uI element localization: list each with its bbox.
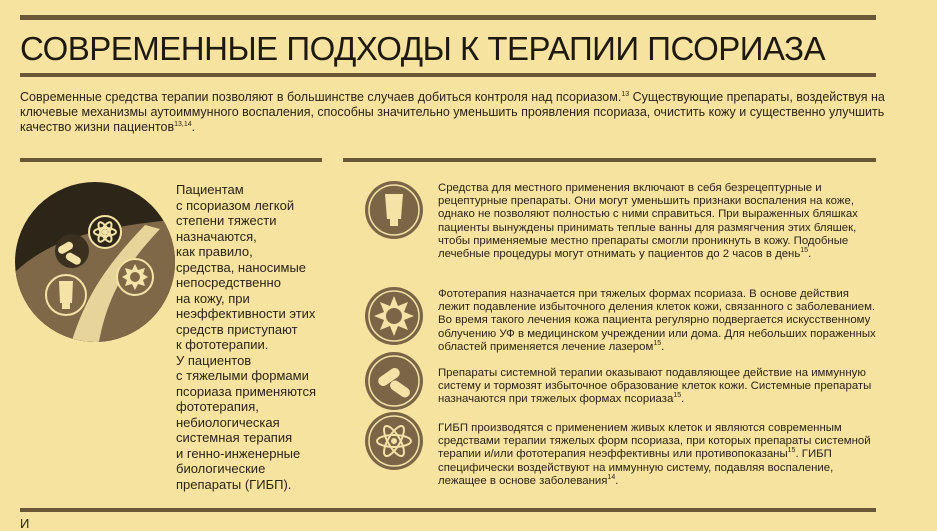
psoriasis-therapy-illustration (10, 177, 180, 347)
left-section-rule (20, 158, 322, 162)
reference-mark: 15 (673, 392, 682, 400)
biologic-therapy-text: ГИБП производятся с применением живых клеток и являются современным средствами терапии тяжелых форм псориаза, при которых препараты системной терапии и/или фототерапия неэффективны или противопоказаны$^{15}$. ГИБП специфически воздействуют на иммунную систему, подавляя воспаление, лежащее в основе заболевания$^{14}$. (438, 422, 871, 487)
left-column-line: степени тяжести (176, 213, 277, 228)
title-underline (20, 73, 876, 77)
bottom-rule (20, 508, 876, 512)
sun-icon (117, 259, 153, 295)
reference-mark: 13,14 (174, 120, 192, 128)
left-column-line: У пациентов (176, 352, 252, 368)
left-column-line: неэффективности этих (176, 306, 316, 321)
left-column-line: фототерапия, (176, 399, 259, 414)
next-paragraph-start: И (20, 516, 30, 531)
left-column-line: к фототерапии. (176, 337, 269, 352)
sun-icon (365, 287, 423, 345)
pills-icon (55, 234, 89, 268)
left-column-line: как правило, (176, 244, 253, 259)
intro-paragraph: Современные средства терапии позволяют в большинстве случаев добиться контроля над псориазом.$^{13}$ Существующие препараты, воздействуя на ключевые механизмы аутоиммунного воспаления, способны значительно уменьшить проявления псориаза, очистить кожу и существенно улучшить качество жизни пациентов$^{13,14}$. (20, 90, 885, 134)
right-section-rule (343, 158, 876, 162)
left-column-line: на кожу, при (176, 290, 250, 306)
left-column-line: препараты (ГИБП). (176, 476, 292, 492)
phototherapy-text: Фототерапия назначается при тяжелых формах псориаза. В основе действия лежит подавление избыточного деления клеток кожи, связанного с заболеванием. Во время такого лечения кожа пациента регулярно подвергается искусственному облучению УФ в медицинском учреждении или дома. Для небольших пораженных областей применяется лечение лазером$^{15}$. (438, 288, 876, 353)
left-column-line: небиологическая (176, 414, 280, 430)
left-column-line: системная терапия (176, 430, 293, 445)
reference-mark: 15 (787, 447, 796, 455)
top-rule (20, 15, 876, 20)
left-column-line: с псориазом легкой (176, 197, 295, 213)
left-column-line: биологические (176, 461, 266, 476)
left-column-line: непосредственно (176, 275, 281, 290)
left-column-text (176, 182, 336, 492)
atom-icon (89, 216, 121, 248)
left-column-line: псориаза применяются (176, 383, 317, 399)
reference-mark: 13 (621, 90, 630, 98)
topical-therapy-text: Средства для местного применения включают в себя безрецептурные и рецептурные препараты. Они могут уменьшить признаки воспаления на коже, однако не позволяют полностью с ними справиться. При выраженных бляшках пациенты вынуждены принимать теплые ванны для размягчения этих бляшек, чтобы применяемые местно препараты смогли проникнуть в кожу. Подобные лечебные процедуры могут отнимать у пациентов до 2 часов в день$^{15}$. (438, 182, 858, 261)
left-column-line: средства, наносимые (176, 259, 307, 275)
cream-tube-icon (365, 181, 423, 239)
left-column-line: с тяжелыми формами (176, 368, 309, 383)
left-column-line: средств приступают (176, 321, 298, 337)
cream-tube-icon (46, 275, 86, 315)
systemic-therapy-text: Препараты системной терапии оказывают подавляющее действие на иммунную систему и тормозят избыточное образование клеток кожи. Системные препараты назначаются при тяжелых формах псориаза$^{15}$. (438, 367, 872, 406)
left-column-line: назначаются, (176, 228, 257, 244)
left-column-line: Пациентам (176, 182, 244, 197)
reference-mark: 15 (800, 247, 809, 255)
atom-icon (365, 412, 423, 470)
left-column-line: и генно-инженерные (176, 445, 301, 461)
page-title: СОВРЕМЕННЫЕ ПОДХОДЫ К ТЕРАПИИ ПСОРИАЗА (20, 30, 826, 67)
pills-icon (365, 352, 423, 410)
reference-mark: 15 (653, 340, 662, 348)
reference-mark: 14 (607, 474, 616, 482)
